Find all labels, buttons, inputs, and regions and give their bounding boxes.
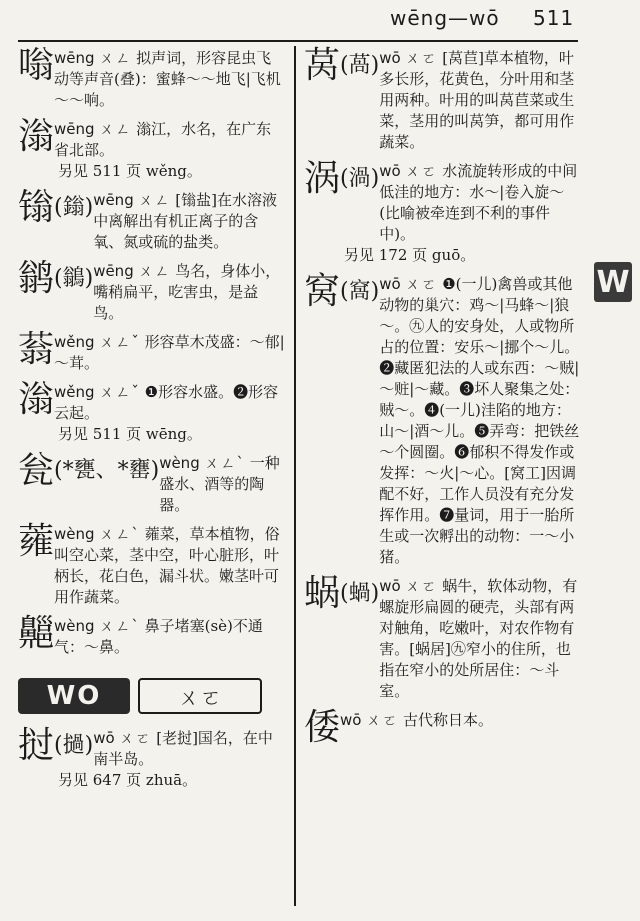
entry-zhuyin: ㄨㄥ [138, 262, 171, 280]
left-column [18, 46, 286, 797]
entry-zhuyin: ㄨㄥˋ [204, 454, 246, 472]
traditional-form: (蝸) [340, 581, 380, 606]
entry-pinyin: wēng [54, 49, 95, 67]
headword: 瓮 [18, 450, 55, 491]
entry-zhuyin: ㄨㄛ [405, 49, 438, 67]
entry-definition [159, 451, 286, 516]
headword: 𬭩 [18, 187, 55, 228]
entry-zhuyin: ㄨㄛ [405, 275, 438, 293]
entry-text: 滃江，水名，在广东省北部。 [54, 120, 272, 159]
headword: 莴 [304, 45, 341, 86]
entry-zhuyin: ㄨㄥ [99, 49, 132, 67]
entry-zhuyin: ㄨㄥˋ [99, 525, 140, 543]
entry-zhuyin: ㄨㄥ [99, 120, 132, 138]
entry-pinyin: wěng [54, 383, 95, 401]
entry-pinyin: wō [379, 275, 401, 293]
headword: 涡 [304, 158, 341, 199]
dictionary-entry [304, 46, 584, 159]
letter-thumb-tab[interactable]: W [594, 262, 632, 302]
entry-definition [54, 46, 286, 111]
entry-text: [莴苣]草本植物，叶多长形，花黄色，分叶用和茎用两种。叶用的叫莴苣菜或生菜，茎用的叫莴笋，都可用作蔬菜。 [379, 49, 575, 151]
headword: 倭 [304, 707, 341, 748]
entry-definition [379, 272, 584, 568]
dictionary-entry [18, 330, 286, 380]
entry-definition [54, 117, 286, 161]
cross-reference: 另见 172 页 guō。 [344, 246, 476, 264]
dictionary-entry [18, 380, 286, 451]
entry-pinyin: wēng [93, 262, 134, 280]
page-header [390, 6, 574, 30]
headword: 挝 [18, 725, 55, 766]
cross-reference: 另见 511 页 wěng。 [58, 162, 202, 180]
traditional-form: (窩) [340, 279, 380, 304]
entry-pinyin: wèng [54, 525, 95, 543]
entry-pinyin: wèng [54, 617, 95, 635]
entry-pinyin: wěng [54, 333, 95, 351]
entry-definition [93, 188, 286, 253]
headword: 滃 [18, 379, 55, 420]
headword: 滃 [18, 116, 55, 157]
section-zhuyin-label: ㄨㄛ [138, 678, 262, 714]
entry-zhuyin: ㄨㄥ [138, 191, 171, 209]
entry-zhuyin: ㄨㄛ [405, 162, 438, 180]
entry-text: [老挝]国名，在中南半岛。 [93, 729, 273, 768]
entry-pinyin: wèng [159, 454, 200, 472]
headword: 嗡 [18, 45, 55, 86]
entry-zhuyin: ㄨㄛ [119, 729, 152, 747]
entry-text: 拟声词，形容昆虫飞动等声音(叠)：蜜蜂～～地飞|飞机～～响。 [54, 49, 281, 109]
dictionary-entry [18, 451, 286, 522]
entry-text: 水流旋转形成的中间低洼的地方：水～|卷入旋～(比喻被牵连到不利的事件中)。 [379, 162, 578, 243]
page-number: 511 [533, 6, 575, 30]
entry-definition [54, 614, 286, 658]
headword: 蜗 [304, 573, 341, 614]
entry-zhuyin: ㄨㄥˇ [99, 333, 140, 351]
entry-pinyin: wō [340, 711, 362, 729]
entry-pinyin: wō [379, 162, 401, 180]
cross-reference: 另见 647 页 zhuā。 [58, 771, 198, 789]
section-heading-wo [18, 678, 286, 714]
headword: 蓊 [18, 329, 55, 370]
entry-zhuyin: ㄨㄛ [405, 577, 438, 595]
traditional-form: (鶲) [54, 266, 94, 291]
entry-definition [54, 330, 286, 374]
entry-pinyin: wēng [54, 120, 95, 138]
dictionary-entry [304, 574, 584, 708]
column-divider [294, 46, 296, 906]
entry-definition [340, 708, 493, 731]
right-column [304, 46, 584, 754]
entry-text: 形容草木茂盛：～郁|～茸。 [54, 333, 285, 372]
entry-definition [54, 380, 286, 424]
headword: 鹟 [18, 258, 55, 299]
dictionary-entry [304, 159, 584, 272]
traditional-form: (鎓) [54, 195, 94, 220]
dictionary-entry [18, 614, 286, 664]
entry-text: 鸟名，身体小，嘴稍扁平，吃害虫，是益鸟。 [93, 262, 281, 322]
entry-text: 蕹菜，草本植物，俗叫空心菜，茎中空，叶心脏形，叶柄长，花白色，漏斗状。嫩茎叶可用作蔬菜。 [54, 525, 280, 606]
entry-zhuyin: ㄨㄥˇ [99, 383, 140, 401]
entry-definition [379, 46, 584, 153]
header-range: wēng—wō [390, 6, 500, 30]
cross-reference: 另见 511 页 wēng。 [58, 425, 202, 443]
entry-text: [𬭩盐]在水溶液中离解出有机正离子的含氧、氮或硫的盐类。 [93, 191, 278, 251]
entry-definition [379, 574, 584, 702]
dictionary-entry [304, 272, 584, 574]
entry-zhuyin: ㄨㄥˋ [99, 617, 140, 635]
entry-zhuyin: ㄨㄛ [366, 711, 399, 729]
header-rule [18, 40, 578, 42]
headword: 齆 [18, 613, 55, 654]
entry-pinyin: wō [379, 49, 401, 67]
entry-pinyin: wō [93, 729, 115, 747]
dictionary-entry [18, 46, 286, 117]
entry-text: 古代称日本。 [403, 711, 494, 729]
section-pinyin-label: WO [18, 678, 130, 714]
entry-definition [379, 159, 584, 245]
entry-text: ❶形容水盛。❷形容云起。 [54, 383, 279, 422]
dictionary-entry [18, 188, 286, 259]
entry-text: 蜗牛，软体动物，有螺旋形扁圆的硬壳，头部有两对触角，吃嫩叶，对农作物有害。[蜗居]㊈窄小的住所，也指在窄小的处所居住：～斗室。 [379, 577, 578, 700]
entry-pinyin: wō [379, 577, 401, 595]
entry-text: 鼻子堵塞(sè)不通气：～鼻。 [54, 617, 263, 656]
entry-pinyin: wēng [93, 191, 134, 209]
traditional-form: (渦) [340, 166, 380, 191]
entry-text: ❶(一儿)禽兽或其他动物的巢穴：鸡～|马蜂～|狼～。㊈人的安身处，人或物所占的位置：安乐～|挪个～儿。❷藏匿犯法的人或东西：～贼|～赃|～藏。❸坏人聚集之处：贼～。❹(一儿)洼陷的地方：山～|酒～儿。❺弄弯：把铁丝～个圆圈。❻郁积不得发作或发挥：～火|～心。[窝工]因调配不好，工作人员没有充分发挥作用。❼量词，用于一胎所生或一次孵出的动物：一～小猪。 [379, 275, 580, 566]
traditional-form: (撾) [54, 733, 94, 758]
entry-definition [93, 259, 286, 324]
entry-definition [54, 522, 286, 608]
headword: 窝 [304, 271, 341, 312]
dictionary-entry [304, 708, 584, 754]
entry-definition [93, 726, 286, 770]
headword: 蕹 [18, 521, 55, 562]
dictionary-entry [18, 726, 286, 797]
traditional-form: (萵) [340, 53, 380, 78]
traditional-form: (*甕、*罋) [54, 458, 160, 483]
entry-text: 一种盛水、酒等的陶器。 [159, 454, 280, 514]
dictionary-entry [18, 522, 286, 614]
dictionary-entry [18, 117, 286, 188]
dictionary-entry [18, 259, 286, 330]
